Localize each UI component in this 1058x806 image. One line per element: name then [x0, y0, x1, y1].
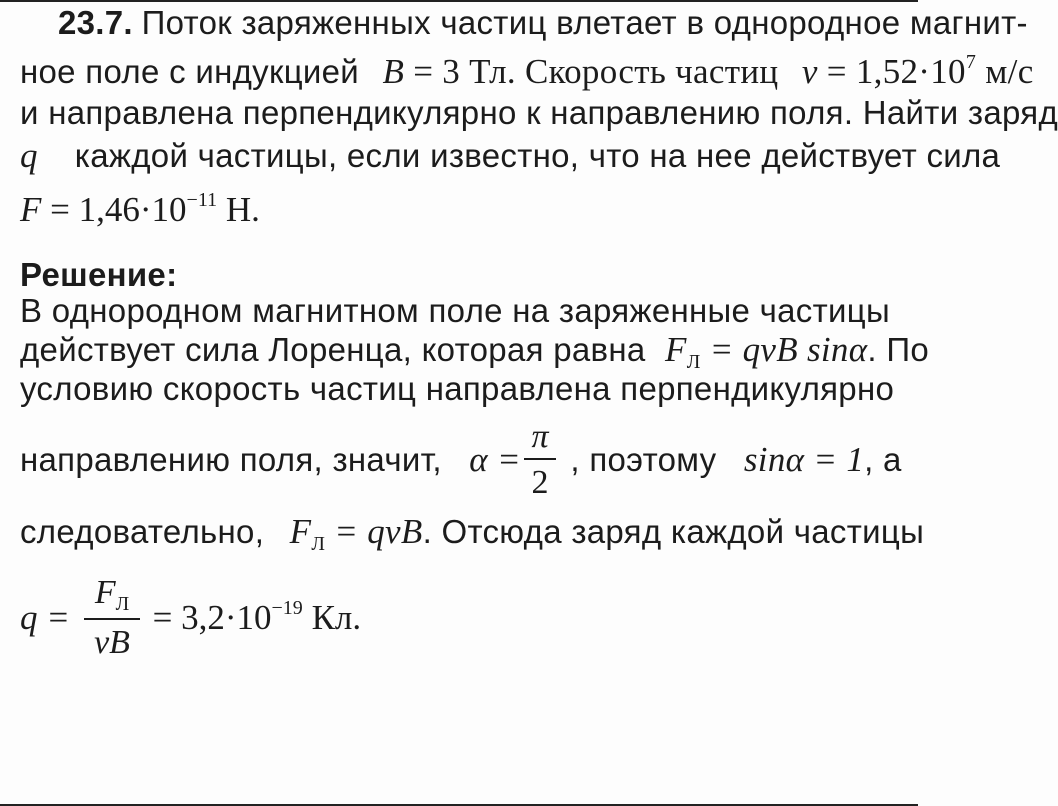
problem-line-4: [20, 136, 1001, 176]
solution-text-5a: следовательно,: [20, 513, 265, 550]
result-value: = 3,2·10: [143, 598, 272, 637]
Fl2-subscript: Л: [311, 533, 326, 555]
sin-equals: sinα = 1: [743, 440, 865, 479]
Fl-symbol: F: [665, 330, 687, 369]
problem-text-1: Поток заряженных частиц влетает в однородное магнит-: [141, 4, 1028, 41]
numerator-subscript: Л: [115, 593, 130, 615]
alpha-equals: α =: [469, 440, 521, 479]
F-symbol: F: [20, 190, 42, 229]
problem-line-5: [20, 190, 938, 230]
two-denominator: 2: [531, 464, 549, 501]
solution-text-5b: . Отсюда заряд каждой частицы: [422, 513, 925, 550]
solution-line-5: [20, 512, 938, 555]
q-equals: q =: [20, 598, 70, 637]
solution-heading: Решение:: [20, 256, 178, 293]
problem-text-4: каждой частицы, если известно, что на нее действует сила: [74, 137, 1001, 174]
F-unit: Н.: [217, 190, 260, 229]
solution-text-3: условию скорость частиц направлена перпендикулярно: [20, 370, 895, 407]
charge-fraction: [84, 574, 140, 662]
result-unit: Кл.: [302, 598, 362, 637]
v-unit: м/с: [976, 52, 1034, 91]
solution-text-2a: действует сила Лоренца, которая равна: [20, 331, 646, 368]
F-exponent: −11: [186, 189, 218, 211]
problem-line-3: [20, 94, 1058, 132]
lorentz-formula: = qvB sinα: [700, 330, 868, 369]
problem-line-1: [58, 4, 1028, 43]
pi-numerator: π: [531, 418, 549, 455]
solution-text-1: В однородном магнитном поле на заряженные частицы: [20, 292, 890, 329]
v-value: = 1,52·10: [817, 52, 966, 91]
solution-text-4c: , а: [864, 441, 902, 478]
solution-line-6: [20, 598, 938, 638]
problem-line-2: [20, 51, 1034, 92]
solution-text-4a: направлению поля, значит,: [20, 441, 442, 478]
solution-line-3: [20, 370, 938, 408]
problem-text-3: и направлена перпендикулярно к направлению поля. Найти заряд: [20, 94, 1058, 131]
F-value: = 1,46·10: [41, 190, 187, 229]
v-symbol: v: [801, 52, 818, 91]
solution-text-2b: . По: [867, 331, 930, 368]
pi-over-2-fraction: [524, 418, 556, 502]
numerator-F: F: [94, 574, 116, 611]
problem-text-2a: ное поле с индукцией: [20, 53, 360, 90]
v-exponent: 7: [965, 51, 977, 73]
solution-line-2: [20, 330, 938, 373]
fraction-bar: [524, 458, 556, 460]
Fl2-formula: = qvB: [325, 512, 423, 551]
charge-numerator: [84, 574, 140, 616]
B-symbol: B: [382, 52, 405, 91]
charge-denominator: vB: [94, 624, 130, 661]
B-value: = 3 Тл. Скорость частиц: [404, 52, 779, 91]
Fl2-symbol: F: [289, 512, 312, 551]
Fl-subscript: Л: [686, 351, 701, 373]
result-exponent: −19: [271, 597, 303, 619]
solution-text-4b: , поэтому: [570, 441, 717, 478]
solution-line-4: [20, 440, 938, 480]
charge-fraction-bar: [84, 618, 140, 620]
q-symbol: q: [20, 136, 38, 175]
problem-number: 23.7.: [58, 4, 133, 41]
solution-line-1: [20, 292, 938, 330]
